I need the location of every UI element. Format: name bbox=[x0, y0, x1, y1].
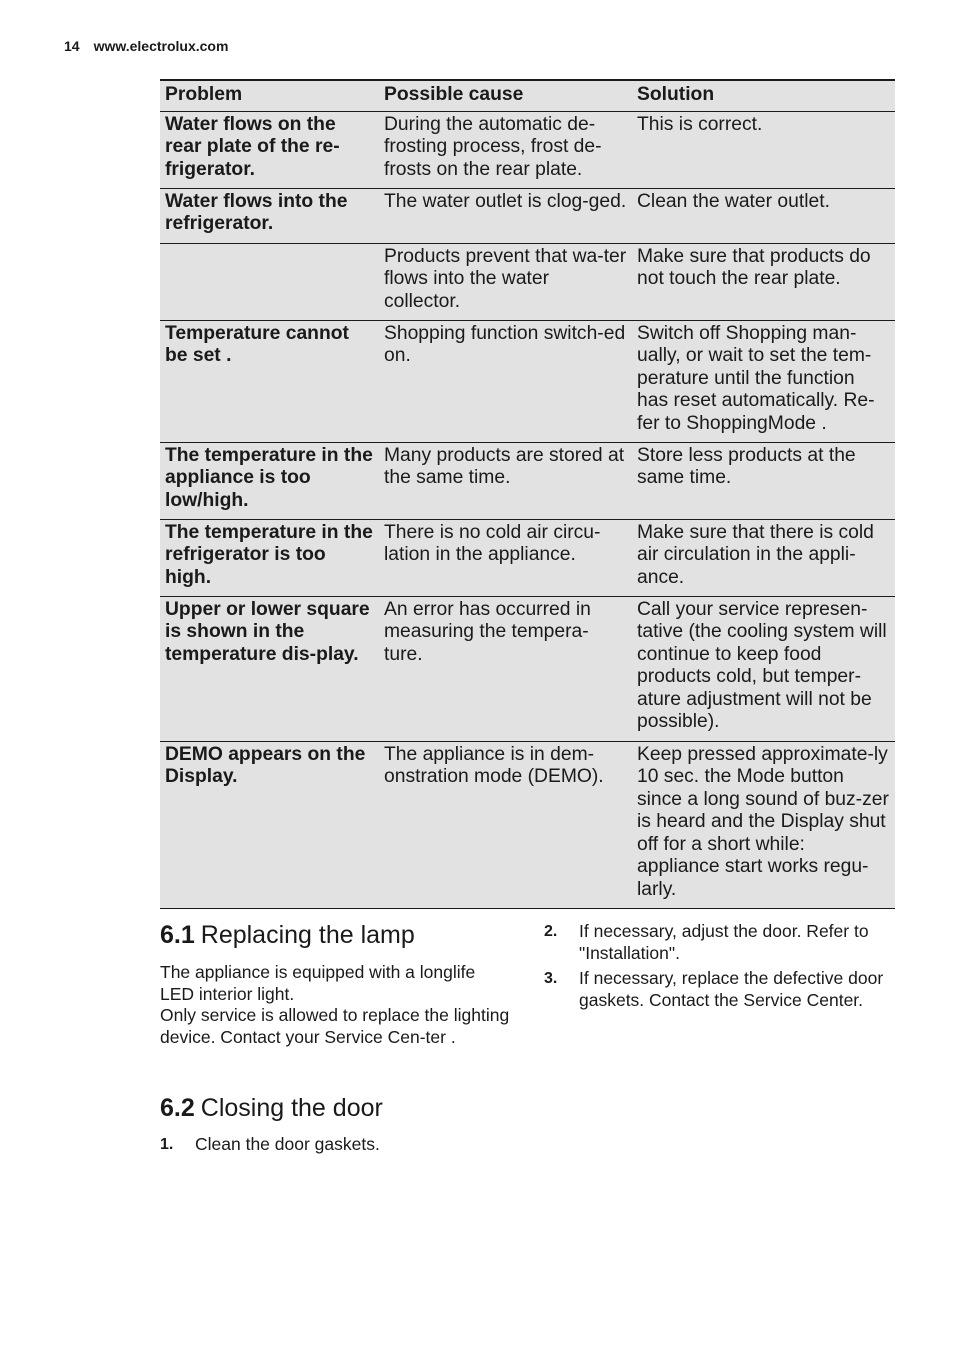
cell-solution: This is correct. bbox=[632, 111, 895, 188]
section-number: 6.1 bbox=[160, 921, 195, 949]
list-item bbox=[544, 921, 894, 964]
table-row bbox=[160, 519, 895, 596]
step-number: 1. bbox=[160, 1136, 174, 1153]
table-row bbox=[160, 188, 895, 243]
cell-cause: Many products are stored at the same time. bbox=[379, 442, 632, 519]
cell-problem: Water flows on the rear plate of the re-frigerator. bbox=[160, 111, 379, 188]
cell-solution: Switch off Shopping man-ually, or wait to set the tem-perature until the function has reset automatically. Re-fer to ShoppingMode . bbox=[632, 320, 895, 442]
section-heading bbox=[160, 1093, 512, 1123]
table-row bbox=[160, 596, 895, 741]
column-header-solution: Solution bbox=[632, 80, 895, 111]
cell-solution: Make sure that there is cold air circulation in the appli-ance. bbox=[632, 519, 895, 596]
table-header-row bbox=[160, 80, 895, 111]
list-item bbox=[544, 968, 894, 1011]
table-row bbox=[160, 442, 895, 519]
section-title: Closing the door bbox=[200, 1094, 383, 1122]
table-row bbox=[160, 243, 895, 320]
section-heading bbox=[160, 920, 512, 950]
cell-problem bbox=[160, 243, 379, 320]
column-header-cause: Possible cause bbox=[379, 80, 632, 111]
troubleshooting-table bbox=[160, 79, 895, 909]
cell-solution: Make sure that products do not touch the rear plate. bbox=[632, 243, 895, 320]
cell-cause: The water outlet is clog-ged. bbox=[379, 188, 632, 243]
table-row bbox=[160, 741, 895, 908]
section-number: 6.2 bbox=[160, 1094, 195, 1122]
site-url: www.electrolux.com bbox=[93, 38, 229, 54]
cell-problem: DEMO appears on the Display. bbox=[160, 741, 379, 908]
cell-cause: The appliance is in dem-onstration mode (DEMO). bbox=[379, 741, 632, 908]
steps-list bbox=[160, 1134, 512, 1156]
cell-problem: The temperature in the appliance is too low/high. bbox=[160, 442, 379, 519]
step-number: 3. bbox=[544, 970, 558, 987]
step-text: If necessary, replace the defective door gaskets. Contact the Service Center. bbox=[579, 968, 884, 1010]
cell-problem: Upper or lower square is shown in the temperature dis-play. bbox=[160, 596, 379, 741]
cell-cause: During the automatic de-frosting process, frost de-frosts on the rear plate. bbox=[379, 111, 632, 188]
page-header bbox=[64, 38, 228, 54]
steps-continued bbox=[544, 921, 894, 1015]
table-row bbox=[160, 111, 895, 188]
cell-cause: Products prevent that wa-ter flows into the water collector. bbox=[379, 243, 632, 320]
table-row bbox=[160, 320, 895, 442]
cell-problem: The temperature in the refrigerator is too high. bbox=[160, 519, 379, 596]
section-title: Replacing the lamp bbox=[200, 921, 415, 949]
cell-problem: Temperature cannot be set . bbox=[160, 320, 379, 442]
page-number: 14 bbox=[64, 38, 80, 54]
column-header-problem: Problem bbox=[160, 80, 379, 111]
step-number: 2. bbox=[544, 923, 558, 940]
steps-list bbox=[544, 921, 894, 1011]
cell-solution: Store less products at the same time. bbox=[632, 442, 895, 519]
cell-solution: Keep pressed approximate-ly 10 sec. the Mode button since a long sound of buz-zer is heard and the Display shut off for a short while: appliance start works regu-larly. bbox=[632, 741, 895, 908]
cell-solution: Call your service represen-tative (the cooling system will continue to keep food products cold, but temper-ature adjustment will not be possible). bbox=[632, 596, 895, 741]
section-paragraph: The appliance is equipped with a longlife LED interior light. Only service is allowed to replace the lighting device. Contact your Service Cen-ter . bbox=[160, 962, 510, 1047]
step-text: If necessary, adjust the door. Refer to "Installation". bbox=[579, 921, 869, 963]
cell-cause: There is no cold air circu-lation in the appliance. bbox=[379, 519, 632, 596]
list-item bbox=[160, 1134, 512, 1156]
cell-cause: Shopping function switch-ed on. bbox=[379, 320, 632, 442]
section-replacing-lamp bbox=[160, 920, 512, 1048]
cell-problem: Water flows into the refrigerator. bbox=[160, 188, 379, 243]
cell-solution: Clean the water outlet. bbox=[632, 188, 895, 243]
cell-cause: An error has occurred in measuring the tempera-ture. bbox=[379, 596, 632, 741]
step-text: Clean the door gaskets. bbox=[195, 1134, 380, 1154]
section-closing-door bbox=[160, 1093, 512, 1160]
